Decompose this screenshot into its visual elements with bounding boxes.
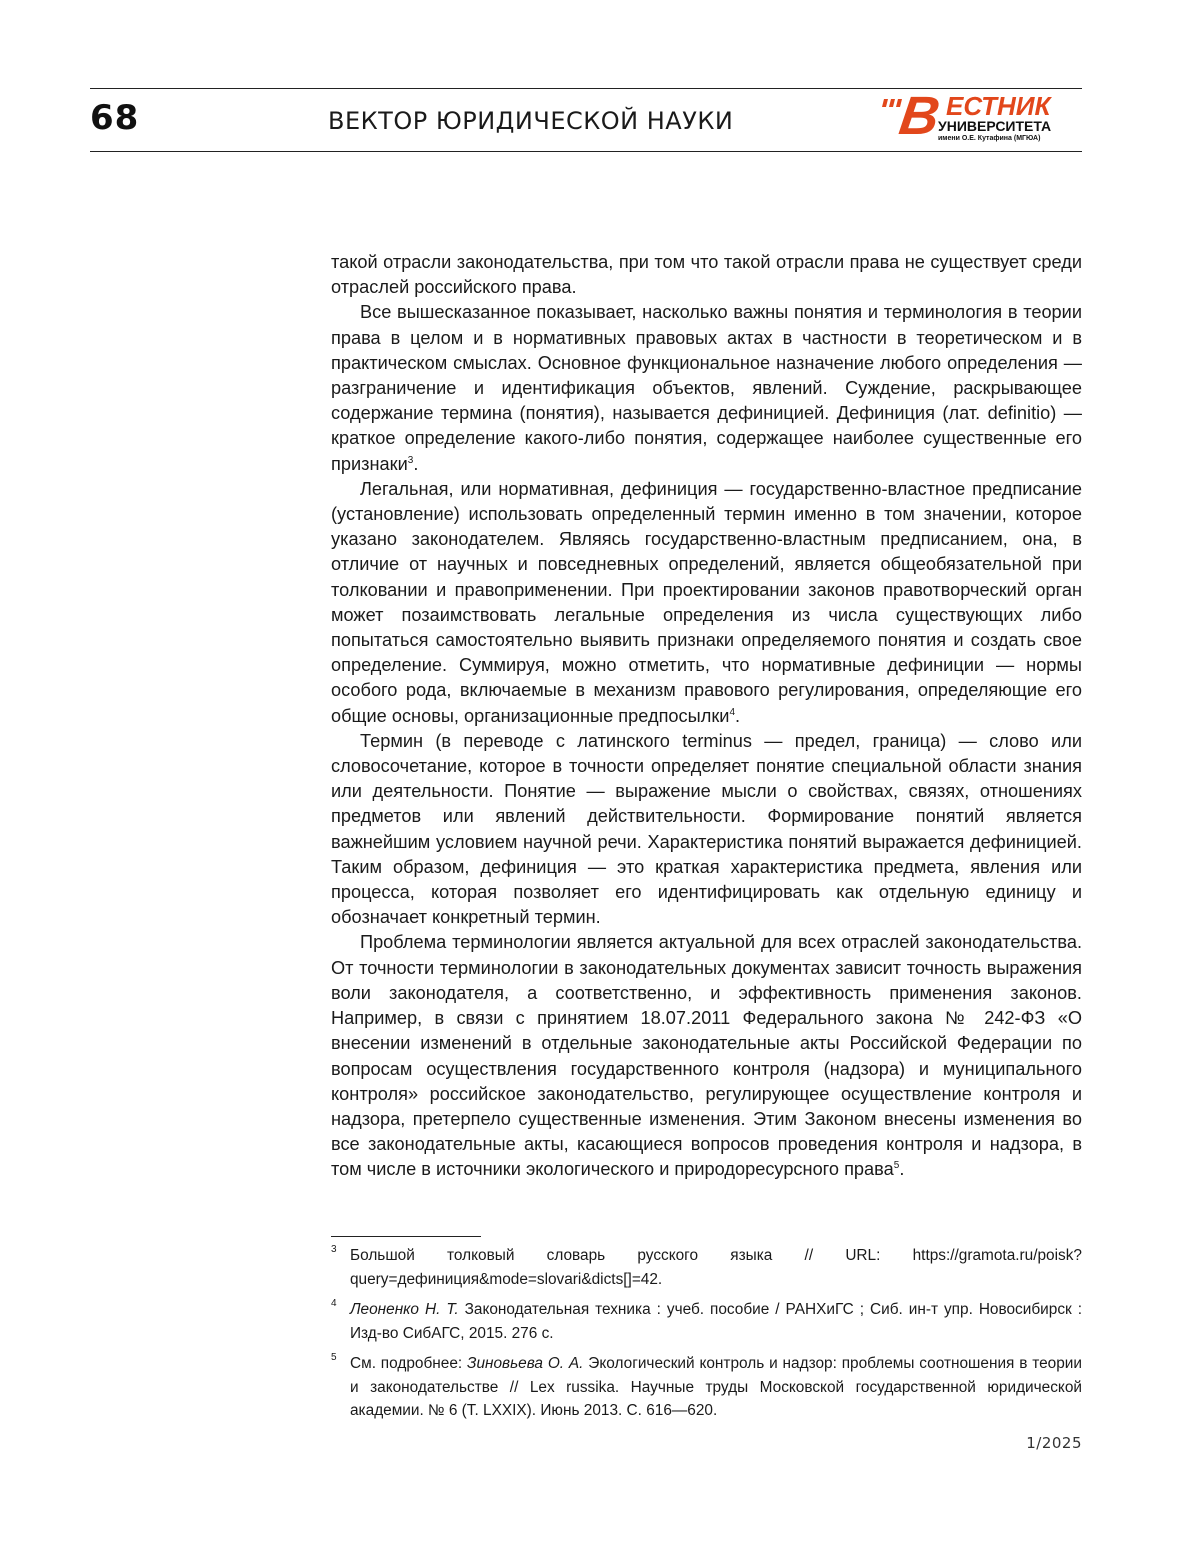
paragraph-5-end: .: [899, 1159, 904, 1179]
footnote-prefix: См. подробнее:: [350, 1355, 467, 1372]
journal-page: [0, 0, 1200, 1560]
paragraph-3-end: .: [735, 706, 740, 726]
footnote-5: [331, 1352, 1082, 1423]
issue-number: 1/2025: [1026, 1434, 1082, 1452]
paragraph-5: [331, 930, 1082, 1182]
logo-subtitle: имени О.Е. Кутафина (МГЮА): [938, 135, 1040, 143]
footnote-3: [331, 1244, 1082, 1291]
paragraph-4: Термин (в переводе с латинского terminus — предел, граница) — слово или словосочетание, которое в точности определяет понятие специальной области знания или деятельности. Понятие — выражение мысли о свойствах, связях, отношениях предметов или явлений действительности. Формирование понятий является важнейшим условием научной речи. Характеристика понятий выражается дефиницией. Таким образом, дефиниция — это краткая характеристика предмета, явления или процесса, которая позволяет его идентифицировать как отдельную единицу и обозначает конкретный термин.: [331, 729, 1082, 931]
footnote-number: 4: [331, 1294, 337, 1314]
footnote-number: 5: [331, 1348, 337, 1368]
footnote-author: Зиновьева О. А.: [467, 1355, 583, 1372]
paragraph-3-text: Легальная, или нормативная, дефиниция — государственно-властное предписание (установление) использовать определенный термин именно в том значении, которое указано законодателем. Являясь государственно-властным предписанием, она, в отличие от научных и повседневных определений, является общеобязательной при толковании и правоприменении. При проектировании законов правотворческий орган может позаимствовать легальные определения из числа существующих либо попытаться самостоятельно выявить признаки определяемого понятия и создать свое определение. Суммируя, можно отметить, что нормативные дефиниции — нормы особого рода, включаемые в механизм правового регулирования, определяющие его общие основы, организационные предпосылки: [331, 479, 1082, 726]
footnote-text: Большой толковый словарь русского языка // URL: https://gramota.ru/poisk?query=дефиниция&mode=slovari&dicts[]=42.: [350, 1247, 1082, 1288]
page-header: [90, 88, 1082, 152]
paragraph-2: [331, 300, 1082, 476]
article-body: [331, 250, 1082, 1183]
paragraph-2-end: .: [413, 454, 418, 474]
footnote-divider: [331, 1236, 481, 1237]
footnote-ref-4: 4: [729, 707, 735, 718]
footnote-ref-5: 5: [894, 1160, 900, 1171]
paragraph-1: такой отрасли законодательства, при том что такой отрасли права не существует среди отраслей российского права.: [331, 250, 1082, 300]
paragraph-5-text: Проблема терминологии является актуальной для всех отраслей законодательства. От точности терминологии в законодательных документах зависит точность выражения воли законодателя, а соответственно, и эффективность применения законов. Например, в связи с принятием 18.07.2011 Федерального закона № 242-ФЗ «О внесении изменений в отдельные законодательные акты Российской Федерации по вопросам осуществления государственного контроля (надзора) и муниципального контроля» российское законодательство, регулирующее осуществление контроля и надзора, претерпело существенные изменения. Этим Законом внесены изменения во все законодательные акты, касающиеся вопросов проведения контроля и надзора, в том числе в источники экологического и природоресурсного права: [331, 932, 1082, 1179]
page-number: 68: [90, 98, 139, 138]
footnotes: [331, 1244, 1082, 1430]
footnote-4: [331, 1298, 1082, 1345]
logo-university: УНИВЕРСИТЕТА: [938, 119, 1051, 133]
paragraph-2-text: Все вышесказанное показывает, насколько важны понятия и терминология в теории права в целом и в нормативных правовых актах в частности в теоретическом и в практическом смыслах. Основное функциональное назначение любого определения — разграничение и идентификация объектов, явлений. Суждение, раскрывающее содержание термина (понятия), называется дефиницией. Дефиниция (лат. definitio) — краткое определение какого-либо понятия, содержащее наиболее существенные его признаки: [331, 302, 1082, 473]
paragraph-3: [331, 477, 1082, 729]
logo-letter: В: [896, 89, 943, 143]
footnote-ref-3: 3: [408, 455, 414, 466]
footnote-author: Леоненко Н. Т.: [350, 1301, 459, 1318]
journal-section-title: ВЕКТОР ЮРИДИЧЕСКОЙ НАУКИ: [328, 107, 733, 135]
footnote-number: 3: [331, 1240, 337, 1260]
footnote-text: Законодательная техника : учеб. пособие / РАНХиГС ; Сиб. ин-т упр. Новосибирск : Изд-во СибАГС, 2015. 276 с.: [350, 1301, 1082, 1342]
footnote-text: Экологический контроль и надзор: проблемы соотношения в теории и законодательстве // Lex russika. Научные труды Московской государственной юридической академии. № 6 (Т. LXXIX). Июнь 2013. С. 616—620.: [350, 1355, 1082, 1419]
logo-word: ЕСТНИК: [946, 93, 1050, 119]
journal-logo: [882, 93, 1082, 145]
